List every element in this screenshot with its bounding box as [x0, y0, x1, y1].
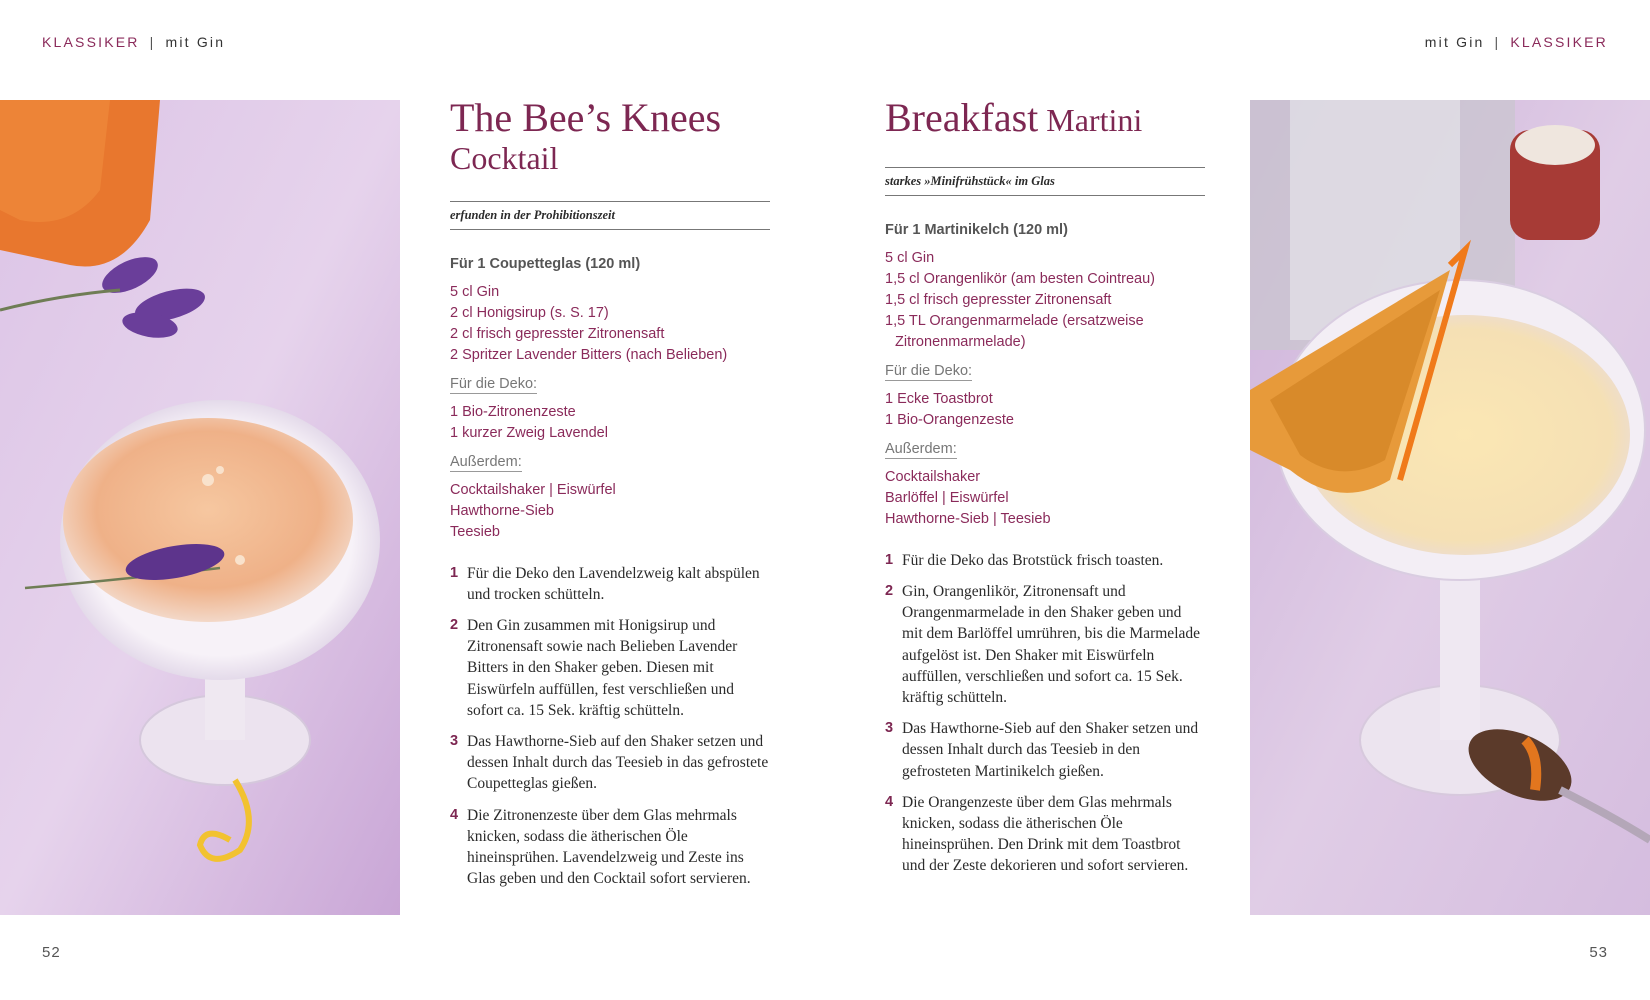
recipe-subtitle: erfunden in der Prohibitionszeit: [450, 201, 770, 230]
step-text: Die Zitronenzeste über dem Glas mehrmals knicken, sodass die ätherischen Öle hineinsprühen. Lavendelzweig und Zeste ins Glas geben und den Cocktail sofort servieren.: [467, 806, 751, 888]
step-text: Für die Deko das Brotstück frisch toasten.: [902, 551, 1164, 569]
step-item: [450, 563, 770, 605]
recipe-subtitle: starkes »Minifrühstück« im Glas: [885, 167, 1205, 196]
step-item: [450, 805, 770, 890]
step-item: [885, 550, 1205, 571]
step-item: [450, 731, 770, 795]
recipe-title: [450, 96, 770, 177]
list-item: Hawthorne-Sieb | Teesieb: [885, 510, 1051, 527]
step-text: Das Hawthorne-Sieb auf den Shaker setzen und dessen Inhalt durch das Teesieb in den gefrosteten Martinikelch gießen.: [902, 720, 1199, 780]
cocktail-photo-illustration: [0, 100, 400, 915]
list-item: Barlöffel | Eiswürfel: [885, 489, 1009, 506]
step-number: 2: [450, 617, 459, 634]
cocktail-photo-illustration: [1250, 100, 1650, 915]
running-head-left: KLASSIKER | mit Gin: [42, 34, 226, 50]
recipe-breakfast-martini: [885, 96, 1205, 887]
title-line-1b: Martini: [1046, 102, 1143, 138]
list-item: 1,5 cl frisch gepresster Zitronensaft: [885, 291, 1112, 308]
step-item: [885, 792, 1205, 877]
list-item: 5 cl Gin: [450, 283, 500, 300]
section-label: KLASSIKER: [1510, 34, 1608, 50]
steps-list: [885, 550, 1205, 877]
subsection-label: mit Gin: [165, 34, 226, 50]
title-line-2: Cocktail: [450, 139, 559, 176]
list-item: 1 Bio-Zitronenzeste: [450, 403, 576, 420]
step-text: Gin, Orangenlikör, Zitronensaft und Orangenmarmelade in den Shaker geben und mit dem Barlöffel umrühren, bis die Marmelade aufgelöst ist. Den Shaker mit Eiswürfeln auffüllen, verschließen und sofort ca. 15 Sek. kräftig schütteln.: [902, 583, 1201, 707]
list-item: 2 Spritzer Lavender Bitters (nach Belieben): [450, 346, 728, 363]
step-item: [450, 615, 770, 721]
deko-list: [450, 402, 770, 444]
subsection-label: mit Gin: [1424, 34, 1485, 50]
list-item: 2 cl Honigsirup (s. S. 17): [450, 304, 609, 321]
extra-heading: Außerdem:: [450, 453, 522, 470]
equipment-list: [450, 480, 770, 543]
page-number-right: 53: [1589, 944, 1608, 961]
steps-list: [450, 563, 770, 890]
equipment-list: [885, 467, 1205, 530]
extra-heading: Außerdem:: [885, 440, 957, 457]
list-item: Hawthorne-Sieb: [450, 502, 554, 519]
serving-size: Für 1 Martinikelch (120 ml): [885, 221, 1068, 238]
step-number: 3: [450, 733, 459, 750]
step-text: Die Orangenzeste über dem Glas mehrmals knicken, sodass die ätherischen Öle hineinsprühen. Den Drink mit dem Toastbrot und der Zeste dekorieren und sofort servieren.: [902, 793, 1189, 875]
list-item: Teesieb: [450, 523, 500, 540]
list-item: 2 cl frisch gepresster Zitronensaft: [450, 325, 665, 342]
deko-heading: Für die Deko:: [885, 362, 973, 379]
title-line-1: The Bee’s Knees: [450, 95, 722, 140]
serving-size: Für 1 Coupetteglas (120 ml): [450, 255, 641, 272]
photo-breakfast-martini: [1250, 100, 1650, 915]
step-number: 4: [885, 793, 894, 810]
list-item: 1,5 TL Orangenmarmelade (ersatzweise: [885, 312, 1144, 329]
step-text: Den Gin zusammen mit Honigsirup und Zitronensaft sowie nach Belieben Lavender Bitters in den Shaker geben. Diesen mit Eiswürfeln auffüllen, fest verschließen und sofort ca. 15 Sek. kräftig schütteln.: [467, 617, 738, 719]
step-number: 1: [885, 551, 894, 568]
list-item: 1 Bio-Orangenzeste: [885, 411, 1014, 428]
page-number-left: 52: [42, 944, 61, 961]
deko-list: [885, 389, 1205, 431]
step-item: [885, 581, 1205, 708]
list-item: 1,5 cl Orangenlikör (am besten Cointreau): [885, 270, 1155, 287]
list-item: 1 Ecke Toastbrot: [885, 390, 993, 407]
list-item: 5 cl Gin: [885, 249, 935, 266]
step-number: 1: [450, 564, 459, 581]
photo-bees-knees: [0, 100, 400, 915]
recipe-bees-knees: [450, 96, 770, 899]
step-number: 3: [885, 720, 894, 737]
list-item: Zitronenmarmelade): [895, 333, 1026, 350]
ingredient-list: [450, 282, 770, 366]
ingredient-list: [885, 248, 1205, 353]
step-item: [885, 718, 1205, 782]
list-item: Cocktailshaker | Eiswürfel: [450, 481, 616, 498]
section-label: KLASSIKER: [42, 34, 140, 50]
step-number: 2: [885, 583, 894, 599]
step-number: 4: [450, 806, 459, 823]
running-head-right: mit Gin | KLASSIKER: [1424, 34, 1608, 50]
step-text: Das Hawthorne-Sieb auf den Shaker setzen und dessen Inhalt durch das Teesieb in das gefrostete Coupetteglas gießen.: [467, 733, 769, 793]
title-line-1: Breakfast: [885, 95, 1039, 140]
step-text: Für die Deko den Lavendelzweig kalt abspülen und trocken schütteln.: [467, 564, 760, 603]
list-item: Cocktailshaker: [885, 468, 981, 485]
deko-heading: Für die Deko:: [450, 375, 538, 392]
recipe-title: [885, 96, 1205, 141]
list-item: 1 kurzer Zweig Lavendel: [450, 424, 608, 441]
